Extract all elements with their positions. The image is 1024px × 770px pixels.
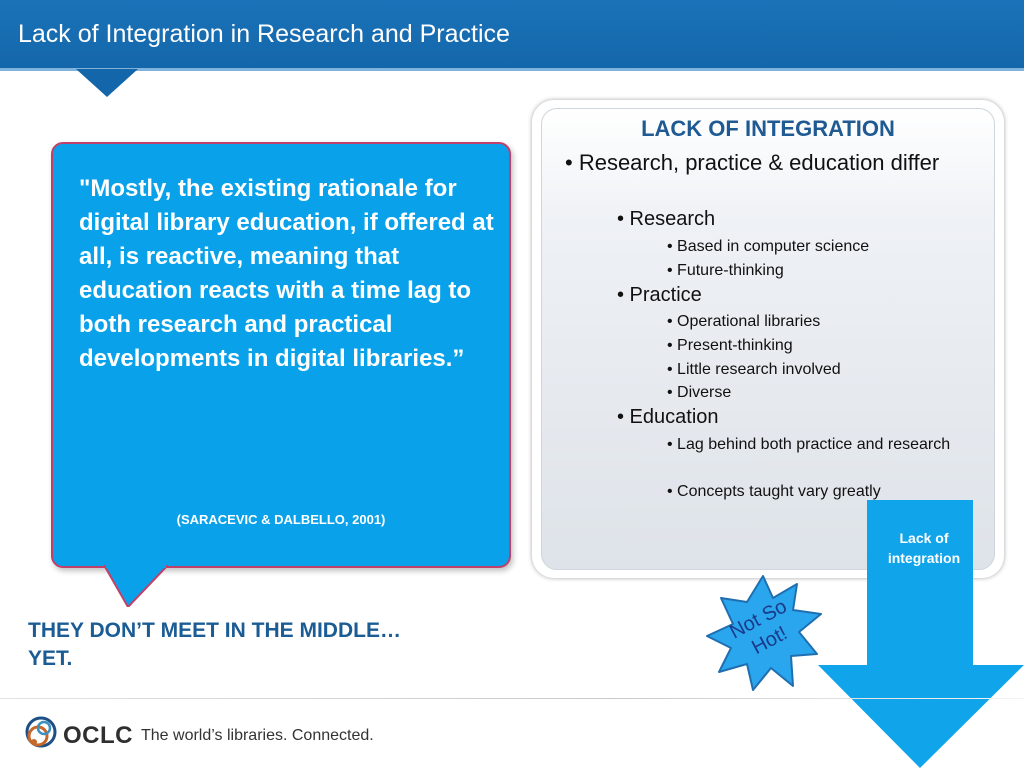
- practice-item: • Present-thinking: [667, 337, 793, 354]
- quote-text: "Mostly, the existing rationale for digital library education, if offered at all, is reactive, meaning that education reacts with a time lag to both research and practical developments in digital libraries.”: [79, 175, 494, 372]
- practice-label: • Practice: [617, 284, 702, 306]
- quote-source: (SARACEVIC & DALBELLO, 2001): [176, 512, 386, 527]
- footer-rule: [0, 698, 1024, 699]
- header-notch: [76, 69, 138, 97]
- panel-main-point: • Research, practice & education differ: [565, 150, 940, 175]
- education-label: • Education: [617, 406, 719, 428]
- arrow-label: Lack of integration: [887, 530, 961, 566]
- starburst-label: Not So Hot!: [726, 595, 791, 659]
- practice-item: • Little research involved: [667, 361, 841, 378]
- caption-text: THEY DON’T MEET IN THE MIDDLE…YET.: [28, 619, 401, 670]
- footer-tagline: The world’s libraries. Connected.: [141, 727, 374, 744]
- research-item: • Based in computer science: [667, 238, 870, 255]
- slide-title: Lack of Integration in Research and Practice: [18, 20, 510, 48]
- panel-heading: LACK OF INTEGRATION: [641, 116, 895, 141]
- research-label: • Research: [617, 208, 716, 230]
- education-item: • Concepts taught vary greatly: [667, 483, 881, 500]
- header-rule: [0, 68, 1024, 71]
- practice-item: • Diverse: [667, 384, 732, 401]
- quote-callout-tail: [104, 565, 168, 607]
- quote-callout: [51, 142, 511, 568]
- oclc-logo-text: OCLC: [63, 722, 133, 749]
- education-item: • Lag behind both practice and research: [667, 436, 951, 453]
- practice-item: • Operational libraries: [667, 313, 821, 330]
- oclc-logo-icon: [24, 714, 60, 750]
- research-item: • Future-thinking: [667, 262, 784, 279]
